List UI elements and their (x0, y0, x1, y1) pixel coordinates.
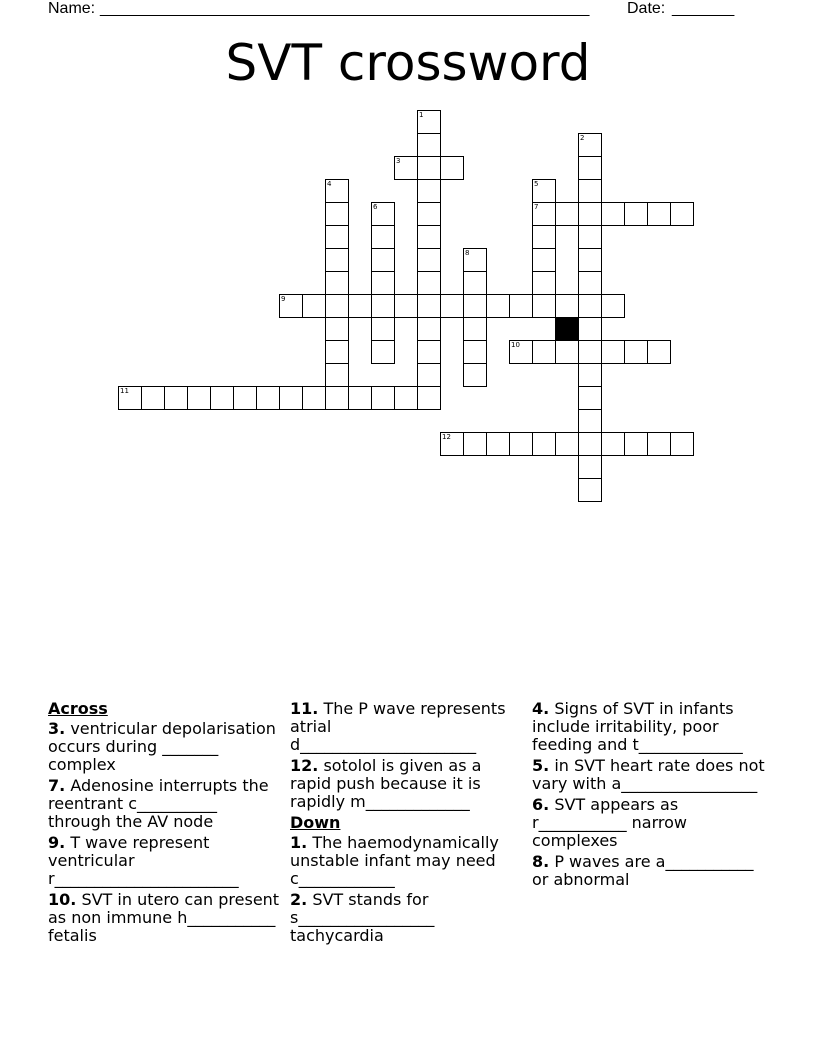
crossword-cell[interactable] (371, 271, 395, 295)
crossword-cell[interactable] (302, 294, 326, 318)
crossword-cell[interactable] (463, 294, 487, 318)
clue-text: SVT in utero can present as non immune h___________ fetalis (48, 890, 280, 945)
clue-number: 2. (290, 890, 308, 909)
crossword-cell[interactable] (486, 432, 510, 456)
crossword-cell[interactable] (325, 225, 349, 249)
crossword-cell[interactable] (325, 340, 349, 364)
crossword-cell[interactable] (647, 340, 671, 364)
crossword-cell[interactable] (578, 363, 602, 387)
clue-number: 11. (290, 699, 319, 718)
across-clue-3 (48, 720, 280, 774)
crossword-cell[interactable] (601, 432, 625, 456)
crossword-cell[interactable] (578, 409, 602, 433)
crossword-cell[interactable] (578, 271, 602, 295)
name-field-line[interactable]: _______________________________________________________ (100, 0, 590, 17)
across-clue-9 (48, 834, 280, 888)
clue-number: 1. (290, 833, 308, 852)
clue-number: 12. (290, 756, 319, 775)
clue-text: ventricular depolarisation occurs during _______ complex (48, 719, 276, 774)
crossword-cell[interactable] (325, 294, 349, 318)
clue-number-label: 5 (534, 180, 539, 188)
crossword-cell[interactable] (532, 432, 556, 456)
across-clue-10 (48, 891, 280, 945)
clue-number: 5. (532, 756, 550, 775)
clue-text: T wave represent ventricular r_______________________ (48, 833, 239, 888)
clue-text: SVT stands for s_________________ tachycardia (290, 890, 435, 945)
crossword-cell[interactable] (325, 386, 349, 410)
black-square (555, 317, 579, 341)
crossword-cell[interactable] (417, 317, 441, 341)
crossword-cell[interactable] (578, 225, 602, 249)
down-clue-2 (290, 891, 522, 945)
crossword-cell[interactable] (578, 432, 602, 456)
crossword-cell[interactable] (256, 386, 280, 410)
crossword-cell[interactable] (394, 294, 418, 318)
clue-number: 4. (532, 699, 550, 718)
crossword-cell[interactable] (509, 432, 533, 456)
clue-number-label: 11 (120, 387, 129, 395)
crossword-cell[interactable] (210, 386, 234, 410)
crossword-cell[interactable] (325, 363, 349, 387)
clue-text: The P wave represents atrial d______________________ (290, 699, 506, 754)
crossword-cell[interactable] (555, 294, 579, 318)
crossword-cell[interactable] (417, 340, 441, 364)
crossword-cell[interactable] (578, 294, 602, 318)
crossword-cell[interactable] (509, 294, 533, 318)
crossword-cell[interactable] (417, 225, 441, 249)
down-heading: Down (290, 813, 341, 832)
crossword-cell[interactable] (417, 248, 441, 272)
crossword-cell[interactable] (578, 340, 602, 364)
crossword-cell[interactable] (578, 478, 602, 502)
crossword-cell[interactable] (279, 386, 303, 410)
clue-number: 9. (48, 833, 66, 852)
crossword-cell[interactable] (371, 340, 395, 364)
crossword-cell[interactable] (141, 386, 165, 410)
clue-text: Adenosine interrupts the reentrant c__________ through the AV node (48, 776, 269, 831)
clue-number-label: 8 (465, 249, 470, 257)
crossword-cell[interactable] (578, 317, 602, 341)
crossword-cell[interactable] (647, 432, 671, 456)
across-clue-11 (290, 700, 522, 754)
clue-column-1 (48, 700, 280, 948)
clue-number: 6. (532, 795, 550, 814)
crossword-cell[interactable] (670, 202, 694, 226)
crossword-cell[interactable] (371, 386, 395, 410)
crossword-cell[interactable] (624, 432, 648, 456)
clue-number-label: 1 (419, 111, 424, 119)
crossword-cell[interactable] (601, 294, 625, 318)
crossword-cell[interactable] (325, 202, 349, 226)
clue-number-label: 12 (442, 433, 451, 441)
crossword-cell[interactable] (302, 386, 326, 410)
crossword-cell[interactable] (417, 156, 441, 180)
clue-number-label: 9 (281, 295, 286, 303)
clue-text: P waves are a___________ or abnormal (532, 852, 754, 889)
crossword-cell[interactable] (371, 317, 395, 341)
crossword-cell[interactable] (555, 432, 579, 456)
crossword-cell[interactable] (578, 202, 602, 226)
clue-number: 10. (48, 890, 77, 909)
crossword-cell[interactable] (164, 386, 188, 410)
clues-section (0, 700, 816, 1000)
crossword-cell[interactable] (394, 386, 418, 410)
crossword-cell[interactable] (670, 432, 694, 456)
crossword-cell[interactable] (647, 202, 671, 226)
clue-number-label: 7 (534, 203, 539, 211)
crossword-cell[interactable] (624, 202, 648, 226)
crossword-cell[interactable] (348, 386, 372, 410)
crossword-cell[interactable] (532, 294, 556, 318)
clue-text: sotolol is given as a rapid push because it is rapidly m_____________ (290, 756, 482, 811)
crossword-cell[interactable] (417, 133, 441, 157)
crossword-cell[interactable] (578, 455, 602, 479)
crossword-cell[interactable] (417, 179, 441, 203)
clue-number-label: 4 (327, 180, 332, 188)
crossword-cell[interactable] (463, 317, 487, 341)
crossword-cell[interactable] (371, 294, 395, 318)
across-clue-12 (290, 757, 522, 811)
crossword-cell[interactable] (532, 248, 556, 272)
crossword-cell[interactable] (601, 202, 625, 226)
crossword-cell[interactable] (325, 271, 349, 295)
crossword-cell[interactable] (624, 340, 648, 364)
crossword-cell[interactable] (371, 248, 395, 272)
down-clue-1 (290, 834, 522, 888)
crossword-cell[interactable] (463, 363, 487, 387)
clue-text: Signs of SVT in infants include irritability, poor feeding and t_____________ (532, 699, 743, 754)
date-field-line[interactable]: _______ (672, 0, 735, 17)
crossword-cell[interactable] (440, 156, 464, 180)
clue-number-label: 10 (511, 341, 520, 349)
crossword-cell[interactable] (555, 202, 579, 226)
crossword-cell[interactable] (486, 294, 510, 318)
crossword-cell[interactable] (532, 271, 556, 295)
clue-number-label: 3 (396, 157, 401, 165)
crossword-cell[interactable] (601, 340, 625, 364)
name-label: Name: (48, 0, 96, 17)
crossword-cell[interactable] (578, 386, 602, 410)
crossword-cell[interactable] (463, 271, 487, 295)
clue-text: The haemodynamically unstable infant may need c____________ (290, 833, 499, 888)
crossword-cell[interactable] (417, 386, 441, 410)
crossword-cell[interactable] (325, 317, 349, 341)
across-clue-7 (48, 777, 280, 831)
clue-column-2 (290, 700, 522, 948)
clue-number: 7. (48, 776, 66, 795)
crossword-cell[interactable] (532, 225, 556, 249)
crossword-cell[interactable] (578, 179, 602, 203)
clue-number-label: 6 (373, 203, 378, 211)
crossword-cell[interactable] (417, 294, 441, 318)
crossword-cell[interactable] (233, 386, 257, 410)
clue-column-3 (532, 700, 772, 892)
date-label: Date: (627, 0, 666, 17)
crossword-cell[interactable] (417, 202, 441, 226)
across-heading: Across (48, 699, 108, 718)
down-clue-8 (532, 853, 772, 889)
crossword-cell[interactable] (348, 294, 372, 318)
clue-text: SVT appears as r___________ narrow complexes (532, 795, 688, 850)
clue-number-label: 2 (580, 134, 585, 142)
page-title: SVT crossword (225, 34, 591, 92)
crossword-cell[interactable] (578, 248, 602, 272)
clue-number: 8. (532, 852, 550, 871)
crossword-cell[interactable] (325, 248, 349, 272)
crossword-cell[interactable] (371, 225, 395, 249)
clue-number: 3. (48, 719, 66, 738)
crossword-cell[interactable] (555, 340, 579, 364)
down-clue-5 (532, 757, 772, 793)
crossword-cell[interactable] (440, 294, 464, 318)
down-clue-6 (532, 796, 772, 850)
crossword-cell[interactable] (463, 432, 487, 456)
crossword-cell[interactable] (417, 363, 441, 387)
crossword-cell[interactable] (187, 386, 211, 410)
crossword-cell[interactable] (578, 156, 602, 180)
clue-text: in SVT heart rate does not vary with a_________________ (532, 756, 765, 793)
down-clue-4 (532, 700, 772, 754)
crossword-cell[interactable] (417, 271, 441, 295)
crossword-cell[interactable] (463, 340, 487, 364)
crossword-cell[interactable] (532, 340, 556, 364)
